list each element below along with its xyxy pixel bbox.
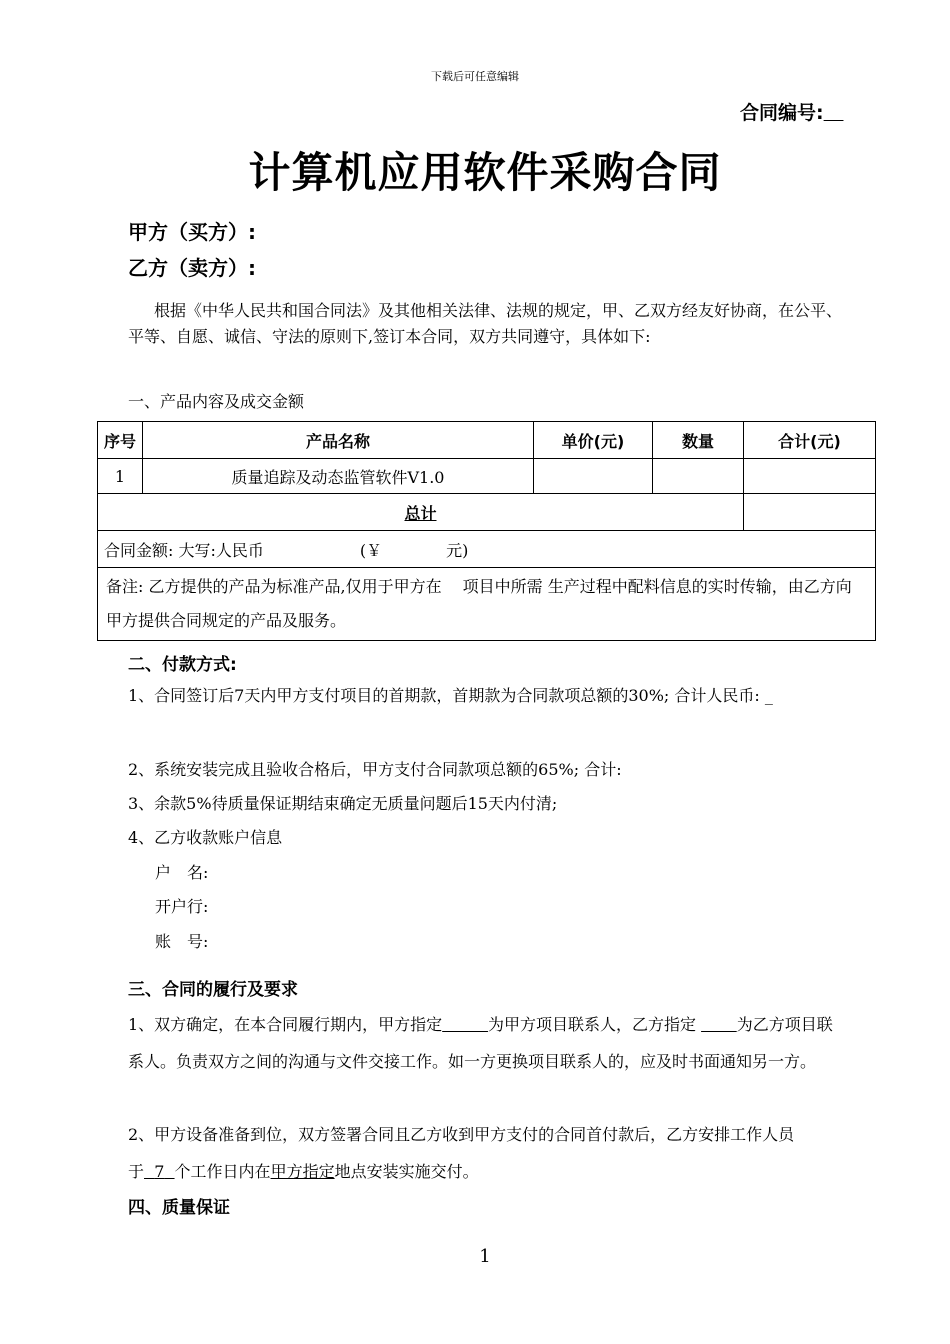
col-header-qty: 数量	[653, 422, 744, 459]
header-note: 下载后可任意编辑	[431, 70, 519, 83]
requirement-1: 1、双方确定，在本合同履行期内，甲方指定 为甲方项目联系人，乙方指定 为乙方项目联系人。负责双方之间的沟通与文件交接工作。如一方更换项目联系人的，应及时书面通知另一方。	[128, 1015, 833, 1071]
cell-no: 1	[98, 459, 143, 494]
table-amount-row	[98, 531, 876, 568]
table-note-row	[98, 568, 876, 641]
party-a: 甲方（买方）:	[128, 220, 256, 244]
col-header-name: 产品名称	[143, 422, 534, 459]
contract-number	[740, 98, 843, 125]
cell-name: 质量追踪及动态监管软件V1.0	[143, 459, 534, 494]
payment-item-4: 4、乙方收款账户信息	[128, 828, 283, 847]
cell-price	[534, 459, 653, 494]
table-header-row	[98, 422, 876, 459]
payment-item-1: 1、合同签订后7天内甲方支付项目的首期款，首期款为合同款项总额的30%; 合计人民币: _	[128, 686, 773, 705]
table-note: 备注: 乙方提供的产品为标准产品,仅用于甲方在 项目中所需 生产过程中配料信息的实时传输，由乙方向甲方提供合同规定的产品及服务。	[98, 568, 876, 641]
intro-paragraph: 根据《中华人民共和国合同法》及其他相关法律、法规的规定，甲、乙双方经友好协商，在公平、平等、自愿、诚信、守法的原则下,签订本合同，双方共同遵守，具体如下:	[128, 301, 843, 346]
payment-item-3: 3、余款5%待质量保证期结束确定无质量问题后15天内付清;	[128, 794, 558, 813]
col-header-price: 单价(元)	[534, 422, 653, 459]
col-header-total: 合计(元)	[744, 422, 876, 459]
contract-amount: 合同金额: 大写:人民币 (￥ 元)	[98, 531, 876, 568]
section-4-heading: 四、质量保证	[128, 1198, 230, 1218]
table-row	[98, 459, 876, 494]
cell-qty	[653, 459, 744, 494]
col-header-no: 序号	[98, 422, 143, 459]
section-2-heading: 二、付款方式:	[128, 655, 237, 675]
total-label: 总计	[404, 503, 437, 523]
contract-number-blank	[824, 102, 844, 124]
account-name: 户 名:	[155, 863, 209, 882]
payment-item-2: 2、系统安装完成且验收合格后，甲方支付合同款项总额的65%; 合计:	[128, 760, 622, 779]
account-number: 账 号:	[155, 932, 209, 951]
contract-number-label: 合同编号:	[740, 102, 824, 124]
section-1-heading: 一、产品内容及成交金额	[128, 392, 305, 411]
document-title: 计算机应用软件采购合同	[248, 148, 722, 197]
section-3-heading: 三、合同的履行及要求	[128, 980, 298, 1000]
account-bank: 开户行:	[155, 897, 209, 916]
total-value-cell	[744, 494, 876, 531]
page-number: 1	[479, 1246, 491, 1267]
table-total-row	[98, 494, 876, 531]
cell-total	[744, 459, 876, 494]
party-b: 乙方（卖方）:	[128, 256, 256, 280]
product-table	[97, 421, 876, 641]
requirement-2: 2、甲方设备准备到位，双方签署合同且乙方收到甲方支付的合同首付款后，乙方安排工作人员于 7 个工作日内在甲方指定地点安装实施交付。	[128, 1125, 795, 1181]
